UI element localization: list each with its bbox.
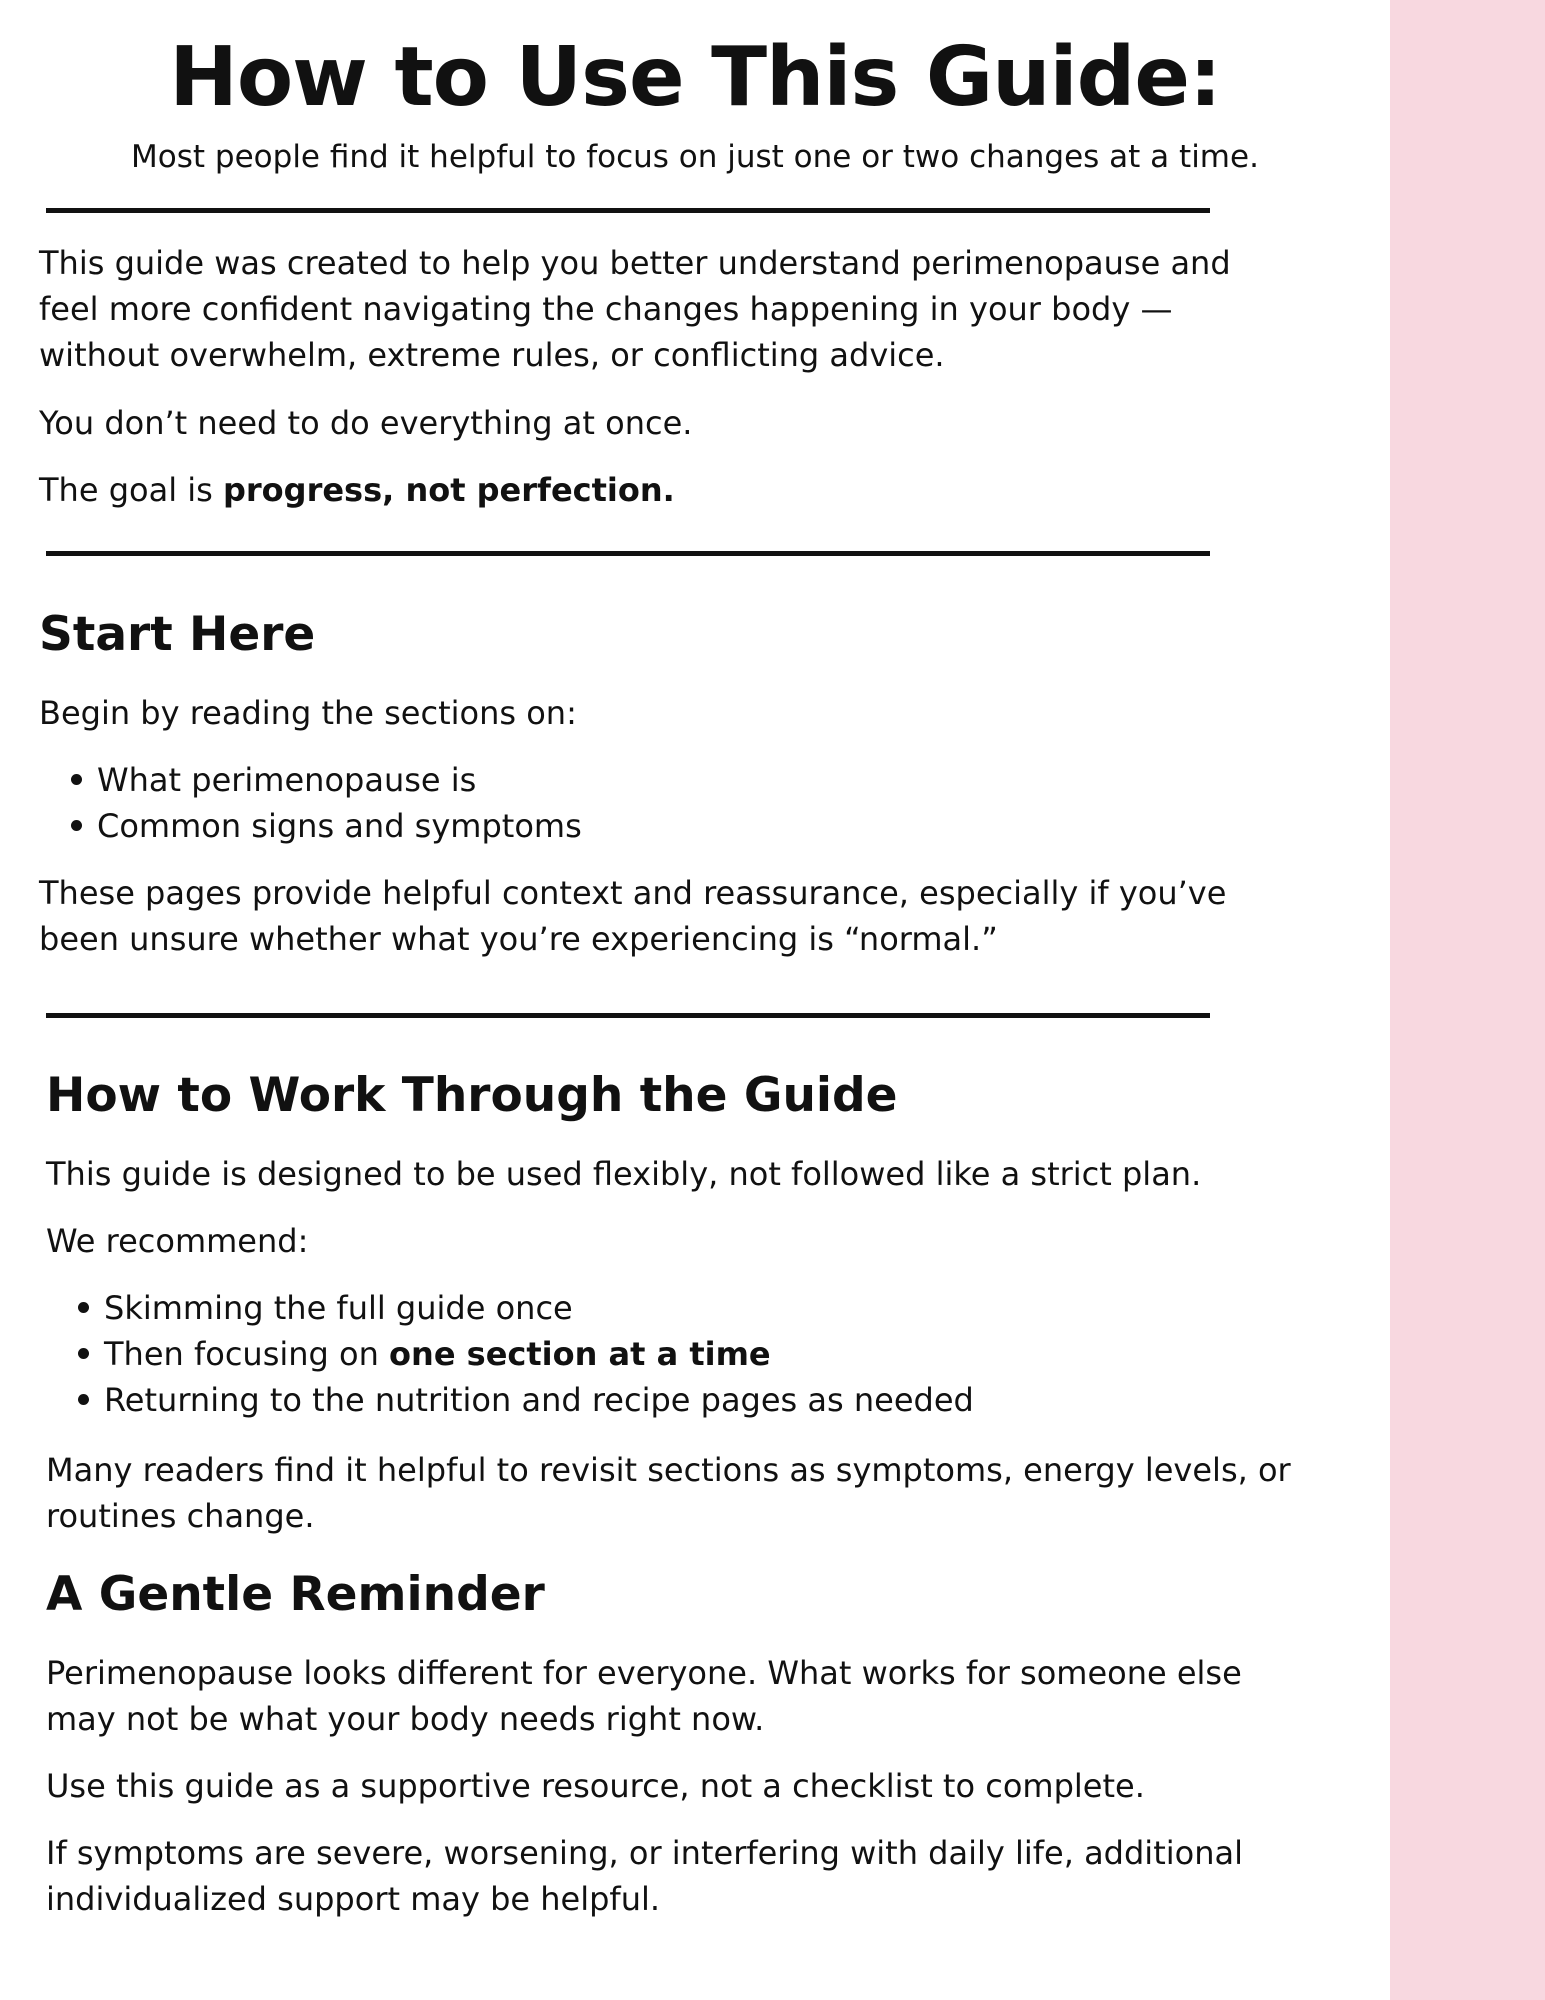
list-item: Then focusing on one section at a time	[46, 1331, 974, 1377]
reminder-paragraph-2: Use this guide as a supportive resource, not a checklist to complete.	[46, 1767, 1145, 1805]
start-here-list	[39, 757, 582, 849]
page-title: How to Use This Guide:	[169, 30, 1221, 125]
work-through-heading: How to Work Through the Guide	[46, 1068, 898, 1123]
list-item: Skimming the full guide once	[46, 1285, 974, 1331]
divider-middle	[46, 551, 1210, 556]
reminder-paragraph-1: Perimenopause looks different for everyone. What works for someone else may not be what your body needs right now.	[46, 1654, 1242, 1738]
goal-emphasis: progress, not perfection.	[222, 471, 675, 509]
intro-paragraph-2: You don’t need to do everything at once.	[39, 404, 693, 442]
bullet-icon	[78, 1302, 89, 1313]
bullet-icon	[78, 1394, 89, 1405]
work-through-lead: This guide is designed to be used flexibly, not followed like a strict plan.	[46, 1155, 1202, 1193]
divider-top	[46, 208, 1210, 213]
page-subtitle: Most people find it helpful to focus on just one or two changes at a time.	[131, 139, 1259, 175]
list-item: Common signs and symptoms	[39, 803, 582, 849]
bullet-icon	[71, 774, 82, 785]
reminder-heading: A Gentle Reminder	[46, 1567, 545, 1622]
start-here-lead: Begin by reading the sections on:	[39, 694, 577, 732]
list-item: Returning to the nutrition and recipe pages as needed	[46, 1377, 974, 1423]
divider-lower	[46, 1013, 1210, 1018]
start-here-note: These pages provide helpful context and reassurance, especially if you’ve been unsure whether what you’re experiencing is “normal.”	[39, 874, 1227, 958]
start-here-heading: Start Here	[39, 607, 316, 662]
intro-paragraph-3: The goal is progress, not perfection.	[39, 471, 675, 509]
bullet-icon	[71, 820, 82, 831]
recommend-list	[46, 1285, 974, 1423]
list-item: What perimenopause is	[39, 757, 582, 803]
intro-paragraph-1: This guide was created to help you better understand perimenopause and feel more confident navigating the changes happening in your body — without overwhelm, extreme rules, or conflicting advice.	[39, 244, 1231, 374]
reminder-paragraph-3: If symptoms are severe, worsening, or interfering with daily life, additional individualized support may be helpful.	[46, 1834, 1243, 1918]
work-through-note: Many readers find it helpful to revisit sections as symptoms, energy levels, or routines change.	[46, 1451, 1291, 1535]
recommend-label: We recommend:	[46, 1222, 309, 1260]
bullet-icon	[78, 1348, 89, 1359]
side-accent-band	[1390, 0, 1545, 2000]
